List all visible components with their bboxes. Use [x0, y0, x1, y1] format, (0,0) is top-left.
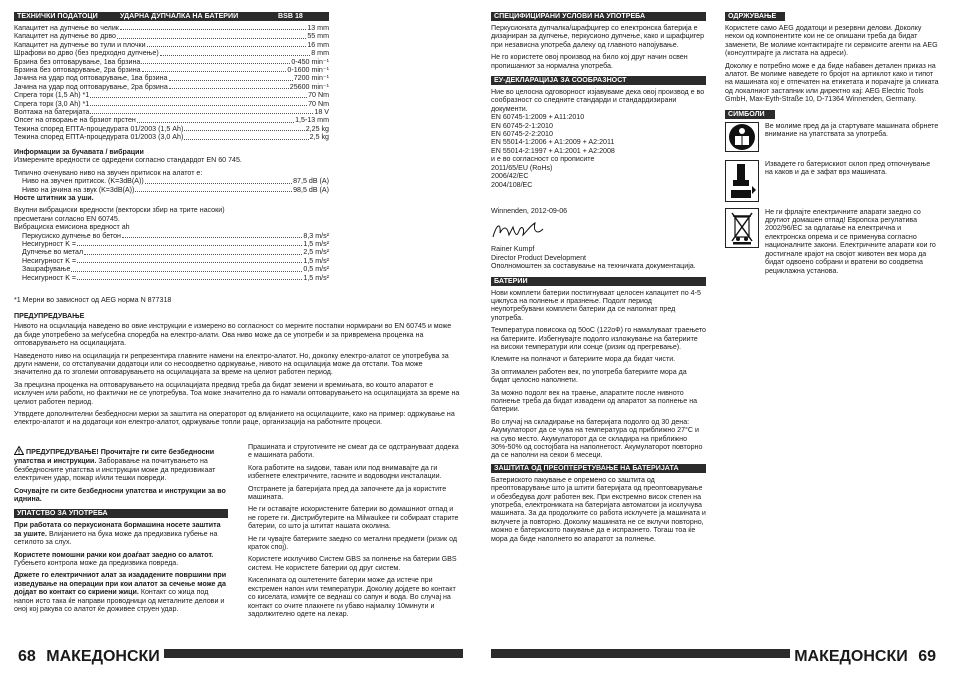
dot-leader	[77, 279, 302, 280]
spec-label: Ниво на звучен притисок. (K=3dB(A))	[22, 177, 144, 186]
spec-row	[14, 100, 329, 108]
noise-typical: Типично оченувано ниво на звучен притисок на алатот е:	[14, 168, 203, 177]
spec-row	[22, 177, 329, 185]
dot-leader	[90, 105, 307, 106]
usage-p2: Користете помошни рачки кои доаѓаат заедно со алатот. Губењето контрола може да предизвика повреда.	[14, 550, 214, 568]
noise-section	[14, 148, 329, 305]
footer-right	[491, 647, 940, 671]
warning-p3: За прецизна проценка на оптоварувањето на осцилацијата предвид треба да бидат земени и времињата, во кошто апаратот е исклучен или работи, но фактички не се употребува. Тоа може значително да го намали оптоварувањето на осцилацијата за време на целиот работен период.	[14, 380, 460, 406]
eu-standard-line: и е во согласност со прописите	[491, 155, 595, 164]
dot-leader	[90, 113, 313, 114]
footer-title-right	[790, 647, 940, 667]
spec-row	[14, 41, 329, 49]
spec-label: Зашрафување	[22, 265, 71, 274]
spec-value: 8 mm	[311, 49, 329, 58]
footnote: *1 Мерни во зависност од AEG норма N 877318	[14, 296, 172, 305]
usage-header: УПАТСТВО ЗА УПОТРЕБА	[14, 509, 228, 518]
spec-value: 1,5 m/s²	[303, 240, 329, 249]
spec-value: 0-1600 min⁻¹	[287, 66, 329, 75]
safety-warning-rest: Заборавање на почитувањето на безбедносните упатства и инструкции може да предизвикаат електричен удар, пожар и/или тешки повреди.	[14, 457, 216, 483]
dot-leader	[169, 80, 293, 81]
language-label: МАКЕДОНСКИ	[46, 648, 160, 665]
mid-p3: Отстранете ја батеријата пред да започнете да ја користите машината.	[248, 484, 447, 502]
battery-paragraph: Температура повисока од 50оС (122оФ) го намалуваат траењето на батериите. Избегнувајте подолго изложување на батериите на високи температури или сонце (ризик од прегревање).	[491, 326, 706, 351]
safety-warning-bold: ПРЕДУПРЕДУВАЊЕ! Прочитајте ги сите безбедносни упатства и инструкции.	[14, 448, 215, 466]
eu-header: ЕУ-ДЕКЛАРАЦИЈА ЗА СООБРАЗНОСТ	[491, 76, 706, 85]
keep-instructions: Сочувајте ги сите безбедносни упатства и инструкции за во иднина.	[14, 486, 226, 504]
eu-standard-line: EN 60745-2-2:2010	[491, 130, 553, 139]
eu-role: Director Product Development	[491, 253, 587, 262]
noise-rows	[14, 177, 329, 194]
spec-label: Несигурност K =	[22, 256, 77, 265]
spec-label: Несигурност K =	[22, 240, 77, 249]
symbol-remove-battery	[725, 160, 939, 202]
symbol-weee	[725, 208, 939, 275]
dot-leader	[84, 254, 302, 255]
maintenance-header: ОДРЖУВАЊЕ	[725, 12, 785, 21]
spec-value: 55 mm	[307, 32, 329, 41]
tech-header-title: ТЕХНИЧКИ ПОДАТОЦИ	[17, 12, 98, 20]
spec-row	[14, 24, 329, 32]
mid-p5: Не ги чувајте батериите заедно со метални предмети (ризик од краток спој).	[248, 534, 458, 552]
eu-name: Rainer Kumpf	[491, 245, 535, 254]
spec-row	[22, 248, 329, 256]
batteries-paragraphs	[491, 289, 706, 460]
remove-battery-icon	[725, 160, 759, 202]
battery-paragraph: За можно подолг век на траење, апаратите после нивното полнење треба да бидат извадени од апаратот за полнење на батерии.	[491, 388, 698, 414]
symbol-text: Не ги фрлајте електричните апарати заедно со другиот домашен отпад! Европска регулатива 2002/96/EC за одлагање на електрична и електронска опрема и се применува согласно националните закони. Електричните апарати кои го достигнале крајот на својот животен век мора да бидат одвоено собрани и вратени во соодветна рециклажна установа.	[765, 207, 936, 275]
spec-value: 13 mm	[307, 24, 329, 32]
spec-label: Несигурност K =	[22, 273, 77, 282]
spec-label: Перкусиско дупчење во бетон	[22, 231, 121, 240]
spec-row	[14, 116, 329, 124]
mid-column	[248, 443, 462, 622]
spec-value: 87,5 dB (A)	[293, 177, 329, 186]
dot-leader	[141, 63, 290, 64]
spec-label: Ниво на јачина на звук (K=3dB(A))	[22, 185, 135, 194]
spec-row	[14, 74, 329, 82]
warning-p1: Нивото на осцилација наведено во овие инструкции е измерено во согласност со мерните постапки нормирани во EN 60745 и може да биде употребено за меѓусебна споредба на електро-алати. Ова ниво може да се употреби и за привремена проценка на оптоварувањето на осцилацијата.	[14, 322, 452, 348]
signature-icon	[491, 221, 706, 241]
spec-value: 7200 min⁻¹	[293, 74, 329, 83]
spec-row	[22, 257, 329, 265]
noise-title: Информации за бучавата / вибрации	[14, 148, 144, 156]
weee-bin-icon	[725, 208, 759, 248]
spec-value: 1,5 m/s²	[303, 256, 329, 265]
spec-label: Тежина според ЕПТА-процедурата 01/2003 (1,5 Ah)	[14, 124, 184, 133]
spec-value: 0-450 min⁻¹	[291, 57, 329, 66]
tech-header-model: BSB 18	[278, 12, 303, 20]
spec-value: 16 mm	[307, 40, 329, 49]
spec-row	[14, 49, 329, 57]
eu-standard-line: 2011/65/EU (RoHs)	[491, 163, 553, 172]
footer-title-left	[14, 647, 164, 667]
safety-section	[14, 446, 228, 618]
dot-leader	[122, 237, 302, 238]
dot-leader	[160, 55, 311, 56]
batteries-header: БАТЕРИИ	[491, 277, 706, 286]
overload-p: Батериското пакување е опремено со заштита од преоптоварување што ја штити батеријата од преоптоварување и обезбедува долг работен век. При екстремно висок степен на употреба, електрониката на батеријата автоматски ја исклучува машината. За да продолжите со работа исклучете ја машината и вклучете ја повторно. Доколку машината не се вклучи повторно, можно е батериското пакување да е испразнето. Тогаш тоа ќе мора да биде наполнето во апаратот за полнење.	[491, 475, 706, 543]
dot-leader	[145, 183, 292, 184]
spec-label: Дупчење во метал	[22, 248, 84, 257]
dot-leader	[90, 97, 307, 98]
symbol-text: Ве молиме пред да ја стартувате машината обрнете внимание на упатствата за употреба.	[765, 121, 939, 139]
eu-standard-line: 2006/42/EC	[491, 172, 529, 181]
spec-row	[14, 108, 329, 116]
spec-value: 25600 min⁻¹	[289, 82, 329, 91]
warning-section	[14, 312, 461, 431]
vibration-label: Вибрациска емисиона вредност ah	[14, 223, 130, 232]
right-col-2	[725, 12, 939, 281]
spec-row	[22, 186, 329, 194]
page-number: 69	[918, 648, 936, 665]
noise-intro: Измерените вредности се одредени согласно стандардот EN 60 745.	[14, 156, 242, 165]
spec-value: 98,5 dB (A)	[293, 185, 329, 194]
spec-row	[14, 32, 329, 40]
conditions-header: СПЕЦИФИЦИРАНИ УСЛОВИ НА УПОТРЕБА	[491, 12, 706, 21]
spec-row	[22, 265, 329, 273]
dot-leader	[147, 46, 307, 47]
spec-label: Спрега торк (3,0 Ah) *1	[14, 99, 90, 108]
usage-p3: Држете го електричниот алат за изададените површини при изведување на операции при кои алатот за сечење може да дојдат во контакт со скриени жици. Контакт со жица под напон исто така ќе направи проводници од металните делови и оној кој ракува со алатот ќе доживее струен удар.	[14, 571, 227, 614]
spec-value: 2,5 m/s²	[303, 248, 329, 257]
maintenance-p1: Користете само AEG додатоци и резервни делови. Доколку некои од компонентите кои не се опишани треба да бидат заменети, Ве молиме контактирајте ги сервисите агенти на AEG (консултирајте ја листата на адреси).	[725, 24, 938, 58]
battery-paragraph: Клемите на полначот и батериите мора да бидат чисти.	[491, 355, 676, 364]
spec-label: Шрафови во дрво (без предходно дупчење)	[14, 49, 159, 58]
spec-label: Јачина на удар под оптоварување, 2ра брзина	[14, 82, 168, 91]
conditions-p1: Перкусионата дупчалка/шрафцигер со електронска батерија е дизајниран за дупчење, перкусионо дупчење, како и шрафцигер при независна употреба далеку од главното напојување.	[491, 24, 705, 49]
spec-row	[14, 66, 329, 74]
dot-leader	[184, 130, 304, 131]
dot-leader	[117, 38, 306, 39]
dot-leader	[135, 191, 292, 192]
spec-label: Јачина на удар под оптоварување, 1ва брзина	[14, 74, 168, 83]
spec-label: Брзина без оптоварување, 1ва брзина	[14, 57, 141, 66]
spec-label: Спрега торк (1,5 Ah) *1	[14, 91, 90, 100]
dot-leader	[120, 29, 306, 30]
dot-leader	[77, 262, 302, 263]
spec-row	[22, 232, 329, 240]
eu-place: Winnenden, 2012-09-06	[491, 206, 568, 215]
spec-value: 2,5 kg	[309, 133, 329, 142]
warning-p2: Наведеното ниво на осцилација ги репрезентира главните намени на електро-алатот. Но, доколку електро-алатот се употребува за други намени, со отстапувачки додатоци или со несоодветно одржување, нивото на осцилација може да отстапи. Тоа може значително да го зголеми оптоварувањето на осцилацијата за време на целиот работен период.	[14, 351, 449, 377]
page-right	[477, 0, 954, 677]
mid-p4: Не ги оставајте искористените батерии во домашниот отпад и не горете ги. Дистрибутерите на Milwaukee ги собираат старите батерии, со што ја штитат нашата околина.	[248, 505, 459, 531]
mid-p7: Киселината од оштетените батерии може да истече при екстремен напон или температури. Доколку дојдете во контакт со киселата, измијте се веднаш со сапун и вода. Во случај на контакт со очите плакнете ги убаво најмалку 10минути и задолжително одете на лекар.	[248, 576, 456, 618]
dot-leader	[137, 122, 294, 123]
vibration-intro: Вкупни вибрациски вредности (векторски збир на трите насоки) пресметани согласно EN 60745.	[14, 206, 225, 223]
dot-leader	[77, 245, 302, 246]
tech-data-section	[14, 12, 329, 142]
symbol-read-manual	[725, 122, 939, 152]
battery-paragraph: Во случај на складирање на батеријата подолго од 30 дена: Акумулаторот да се чува на температура од приближно 27°C и на суво место. Акумулаторот да се складира на приближно 30%-50% од состојбата на наполнетост. Акумулаторот повторно да се наполни на секои 6 месеци.	[491, 417, 703, 460]
spec-row	[14, 133, 329, 141]
spec-label: Капацитет на дупчење во челик	[14, 24, 119, 32]
spec-label: Волтажа на батеријата	[14, 108, 90, 117]
right-col-1	[491, 12, 706, 547]
spec-row	[14, 91, 329, 99]
spec-label: Капацитет на дупчење во дрво	[14, 32, 116, 41]
dot-leader	[142, 71, 287, 72]
tech-data-rows	[14, 24, 329, 142]
eu-p1: Ние во целосна одговорност изјавуваме дека овој производ е во сообразност со следните стандарди и стандардизирани документи.	[491, 88, 705, 113]
ear-protection-note: Носте штитник за уши.	[14, 194, 94, 203]
spec-row	[14, 58, 329, 66]
spec-value: 1,5 m/s²	[303, 273, 329, 282]
dot-leader	[169, 88, 289, 89]
spec-row	[22, 274, 329, 282]
spec-value: 0,5 m/s²	[303, 265, 329, 274]
tech-header-product: УДАРНА ДУПЧАЛКА НА БАТЕРИИ	[120, 12, 239, 20]
eu-auth: Ополномоштен за составување на техничката документација.	[491, 262, 696, 271]
spec-label: Капацитет на дупчење во тули и плочки	[14, 40, 146, 49]
spec-value: 1,5-13 mm	[295, 116, 329, 125]
spec-label: Брзина без оптоварување, 2ра брзина	[14, 66, 141, 75]
mid-p1: Прашината и струготините не смеат да се одстрануваат додека е машината работи.	[248, 443, 459, 460]
spec-value: 70 Nm	[308, 99, 329, 108]
battery-paragraph: Нови комплети батерии постигнуваат целосен капацитет по 4-5 циклуса на полнење и празнење. Подолг период неупотребувани комплети батерии да се наполнат пред употреба.	[491, 288, 701, 322]
maintenance-p2: Доколку е потребно може е да биде набавен детален приказ на алатот. Ве молиме наведете го бројот на артиклот како и типот на машината кој е отпечатен на етикетата и порачајте ја сликата од локалниот застапник или директно кај: AEG Electric Tools GmbH, Max-Eyth-Straße 10, D-71364 Winnenden, Germany.	[725, 61, 939, 104]
warning-triangle-icon	[14, 446, 24, 457]
symbols-header: СИМБОЛИ	[725, 110, 775, 119]
eu-standards	[491, 113, 706, 189]
spec-label: Тежина според ЕПТА-процедурата 01/2003 (3,0 Ah)	[14, 133, 184, 142]
eu-standard-line: EN 55014-2:1997 + A1:2001 + A2:2008	[491, 146, 615, 155]
safety-warning	[14, 446, 228, 483]
spec-value: 2,25 kg	[305, 124, 329, 133]
eu-standard-line: EN 55014-1:2006 + A1:2009 + A2:2011	[491, 138, 615, 147]
eu-standard-line: 2004/108/EC	[491, 180, 533, 189]
footer-left	[14, 647, 463, 671]
eu-standard-line: EN 60745-1:2009 + A11:2010	[491, 113, 585, 122]
spec-value: 8,3 m/s²	[303, 231, 329, 240]
spec-row	[14, 83, 329, 91]
eu-standard-line: EN 60745-2-1:2010	[491, 121, 553, 130]
mid-p6: Користете исклучиво Систем GBS за полнење на батерии GBS систем. Не користете батерии од друг систем.	[248, 555, 457, 572]
warning-title: ПРЕДУПРЕДУВАЊЕ	[14, 312, 85, 320]
overload-header: ЗАШТИТА ОД ПРЕОПТЕРЕТУВАЊЕ НА БАТЕРИЈАТА	[491, 464, 706, 473]
spec-row	[14, 125, 329, 133]
symbol-text: Извадете го батерискиот склоп пред отпочнување на каков и да е зафат врз машината.	[765, 159, 931, 177]
tech-data-header	[14, 12, 329, 21]
spec-label: Опсег на отворање на брзиот прстен	[14, 116, 136, 125]
battery-paragraph: За оптимален работен век, по употреба батериите мора да бидат целосно наполнети.	[491, 367, 687, 385]
dot-leader	[71, 271, 302, 272]
language-label: МАКЕДОНСКИ	[794, 648, 908, 665]
spec-row	[22, 240, 329, 248]
spec-value: 70 Nm	[308, 91, 329, 100]
page-number: 68	[18, 648, 36, 665]
mid-p2: Кога работите на ѕидови, таван или под внимавајте да ги избегнете електричните, гасните и водоводни инсталации.	[248, 463, 442, 481]
vibration-rows	[14, 232, 329, 282]
spec-value: 18 V	[314, 108, 329, 117]
usage-p1: При работата со перкусионата бормашина носете заштита за ушите. Влијанието на бука може да предизвика губење на сетилото за слух.	[14, 521, 221, 547]
conditions-p2: Не го користете овој производ на било кој друг начин освен пропишаниот за нормална употреба.	[491, 53, 688, 70]
dot-leader	[184, 139, 308, 140]
warning-p4: Утврдете дополнителни безбедносни мерки за заштита на операторот од влијанието на осцилациите, како на пример: одржување на електро-алатот и на додатоци кон електро-алатот, одржување топли раце, организација на работните процеси.	[14, 410, 455, 427]
read-manual-icon	[725, 122, 759, 152]
